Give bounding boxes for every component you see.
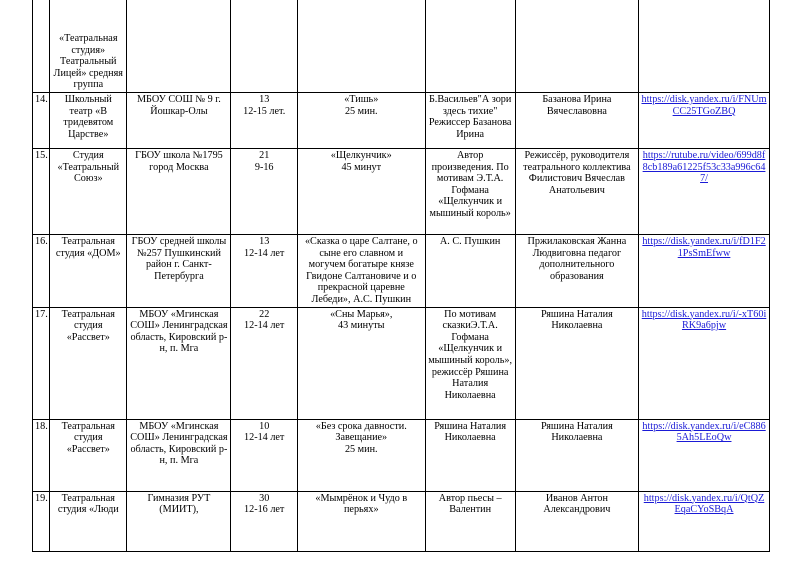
video-link[interactable]: https://disk.yandex.ru/i/fD1F21PsSmEfww bbox=[639, 235, 770, 308]
studio-name: Театральная студия «Рассвет» bbox=[50, 419, 127, 491]
studio-name: Театральная студия «Люди bbox=[50, 491, 127, 551]
organization: МБОУ СОШ № 9 г. Йошкар-Олы bbox=[127, 93, 231, 149]
row-number: 18. bbox=[33, 419, 50, 491]
video-link[interactable]: https://disk.yandex.ru/i/FNUmCC25TGoZBQ bbox=[639, 93, 770, 149]
studio-name: Студия «Театральный Союз» bbox=[50, 149, 127, 235]
row-number: 17. bbox=[33, 307, 50, 419]
author bbox=[425, 0, 515, 93]
director bbox=[515, 0, 638, 93]
author: А. С. Пушкин bbox=[425, 235, 515, 308]
participants-count: 10 12-14 лет bbox=[231, 419, 298, 491]
table-row bbox=[33, 307, 770, 419]
organization: ГБОУ средней школы №257 Пушкинский район г. Санкт-Петербурга bbox=[127, 235, 231, 308]
organization: Гимназия РУТ (МИИТ), bbox=[127, 491, 231, 551]
author: Автор произведения. По мотивам Э.Т.А. Гофмана «Щелкунчик и мышиный король» bbox=[425, 149, 515, 235]
performance-title: «Щелкунчик» 45 минут bbox=[297, 149, 425, 235]
performance-title: «Сказка о царе Салтане, о сыне его славном и могучем богатыре князе Гвидоне Салтановиче и о прекрасной царевне Лебеди», А.С. Пушкин bbox=[297, 235, 425, 308]
author: Б.Васильев"А зори здесь тихие" Режиссер Базанова Ирина bbox=[425, 93, 515, 149]
performance-title: «Мымрёнок и Чудо в перьях» bbox=[297, 491, 425, 551]
director: Пржилаковская Жанна Людвиговна педагог дополнительного образования bbox=[515, 235, 638, 308]
participants-count: 22 12-14 лет bbox=[231, 307, 298, 419]
row-number: 16. bbox=[33, 235, 50, 308]
director: Ряшина Наталия Николаевна bbox=[515, 307, 638, 419]
performance-title: «Сны Марья», 43 минуты bbox=[297, 307, 425, 419]
organization: ГБОУ школа №1795 город Москва bbox=[127, 149, 231, 235]
performance-title: «Тишь» 25 мин. bbox=[297, 93, 425, 149]
director: Базанова Ирина Вячеславовна bbox=[515, 93, 638, 149]
performance-title bbox=[297, 0, 425, 93]
row-number: 19. bbox=[33, 491, 50, 551]
video-link[interactable]: https://disk.yandex.ru/i/eC8865Ah5LEoQw bbox=[639, 419, 770, 491]
table-row bbox=[33, 149, 770, 235]
director: Ряшина Наталия Николаевна bbox=[515, 419, 638, 491]
row-number: 15. bbox=[33, 149, 50, 235]
participants-count bbox=[231, 0, 298, 93]
organization: МБОУ «Мгинская СОШ» Ленинградская область, Кировский р-н, п. Мга bbox=[127, 419, 231, 491]
table-row bbox=[33, 419, 770, 491]
participants-table bbox=[32, 0, 770, 552]
table-row bbox=[33, 93, 770, 149]
director: Иванов Антон Александрович bbox=[515, 491, 638, 551]
studio-name: Школьный театр «В тридевятом Царстве» bbox=[50, 93, 127, 149]
organization: МБОУ «Мгинская СОШ» Ленинградская область, Кировский р-н, п. Мга bbox=[127, 307, 231, 419]
row-number bbox=[33, 0, 50, 93]
performance-title: «Без срока давности. Завещание» 25 мин. bbox=[297, 419, 425, 491]
studio-name: Театральная студия «Рассвет» bbox=[50, 307, 127, 419]
author: Ряшина Наталия Николаевна bbox=[425, 419, 515, 491]
studio-name: «Театральная студия» Театральный Лицей» средняя группа bbox=[50, 0, 127, 93]
row-number: 14. bbox=[33, 93, 50, 149]
director: Режиссёр, руководителя театрального коллектива Филистович Вячеслав Анатольевич bbox=[515, 149, 638, 235]
table-row bbox=[33, 491, 770, 551]
author: Автор пьесы – Валентин bbox=[425, 491, 515, 551]
video-link[interactable] bbox=[639, 0, 770, 93]
organization bbox=[127, 0, 231, 93]
video-link[interactable]: https://disk.yandex.ru/i/QtQZEqaCYoSBqA bbox=[639, 491, 770, 551]
studio-name: Театральная студия «ДОМ» bbox=[50, 235, 127, 308]
video-link[interactable]: https://disk.yandex.ru/i/-xT60iRK9a6pjw bbox=[639, 307, 770, 419]
participants-count: 21 9-16 bbox=[231, 149, 298, 235]
participants-count: 30 12-16 лет bbox=[231, 491, 298, 551]
author: По мотивам сказкиЭ.Т.А. Гофмана «Щелкунчик и мышиный король», режиссёр Ряшина Наталия Николаевна bbox=[425, 307, 515, 419]
table-row bbox=[33, 0, 770, 93]
video-link[interactable]: https://rutube.ru/video/699d8f8cb189a61225f53c33a996c647/ bbox=[639, 149, 770, 235]
participants-count: 13 12-14 лет bbox=[231, 235, 298, 308]
table-row bbox=[33, 235, 770, 308]
participants-count: 13 12-15 лет. bbox=[231, 93, 298, 149]
